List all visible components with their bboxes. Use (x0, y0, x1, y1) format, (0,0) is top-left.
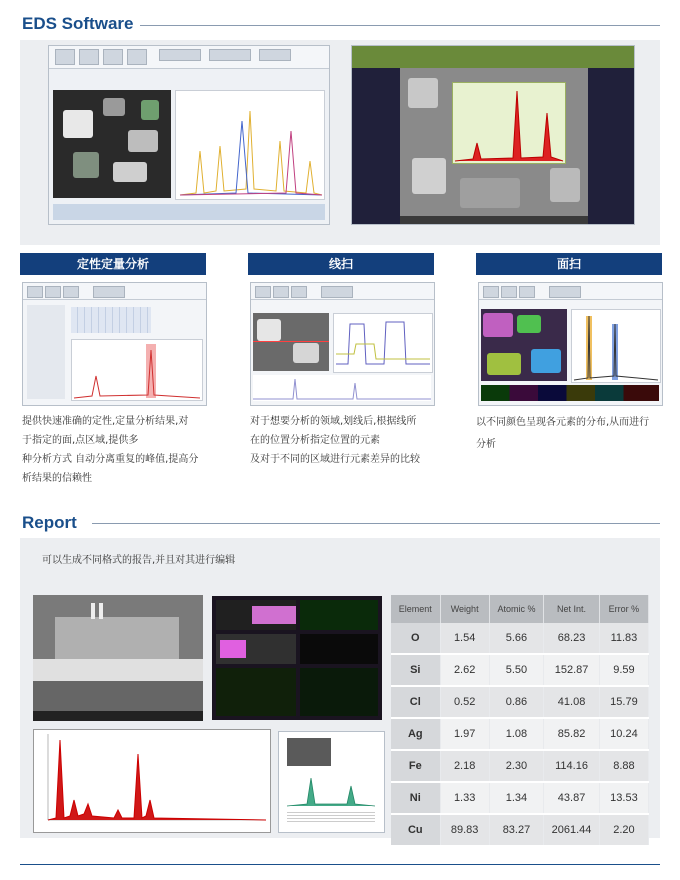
table-cell: 1.08 (489, 718, 544, 750)
spectrum-chart (175, 90, 325, 200)
element-cell: Cl (391, 686, 440, 718)
mapping-spectrum (571, 309, 661, 383)
quant-desc-line: 种分析方式 自动分离重复的峰值,提高分 (22, 454, 199, 465)
quant-desc-line: 于指定的面,点区域,提供多 (22, 435, 139, 446)
right-panel (588, 68, 634, 224)
feature-tag-linescan: 线扫 (248, 253, 434, 275)
table-row (391, 623, 649, 654)
table-cell: 85.82 (544, 718, 600, 750)
quant-description (22, 412, 198, 488)
report-spectrum (33, 729, 271, 833)
table-cell: 2.62 (440, 654, 489, 686)
table-row (391, 686, 649, 718)
table-cell: 10.24 (599, 718, 648, 750)
element-cell: Fe (391, 750, 440, 782)
report-title-rule (92, 523, 660, 524)
table-cell: 152.87 (544, 654, 600, 686)
eds-section-title: EDS Software (22, 14, 134, 33)
element-cell: Si (391, 654, 440, 686)
column-header: Net Int. (544, 595, 600, 623)
linescan-screenshot (250, 282, 435, 406)
table-cell: 89.83 (440, 814, 489, 846)
eds-title-rule (140, 25, 660, 26)
report-element-maps (212, 596, 382, 720)
left-panel (352, 68, 400, 224)
quant-results-table (391, 595, 649, 847)
table-cell: 43.87 (544, 782, 600, 814)
table-cell: 41.08 (544, 686, 600, 718)
mapping-description (476, 412, 649, 456)
mapping-screenshot (478, 282, 663, 406)
element-map-thumbnails (481, 385, 659, 401)
table-cell: 8.88 (599, 750, 648, 782)
table-cell: 11.83 (599, 623, 648, 654)
table-cell: 0.86 (489, 686, 544, 718)
table-cell: 2.20 (599, 814, 648, 846)
data-grid (53, 204, 325, 220)
table-cell: 114.16 (544, 750, 600, 782)
mapping-desc-line: 分析 (476, 439, 496, 450)
table-cell: 2.30 (489, 750, 544, 782)
linescan-desc-line: 对于想要分析的领域,划线后,根据线所 (250, 416, 417, 427)
quant-spectrum (71, 339, 203, 401)
mapping-color-image (481, 309, 567, 381)
column-header: Atomic % (489, 595, 544, 623)
quant-desc-line: 提供快速准确的定性,定量分析结果,对 (22, 416, 189, 427)
element-cell: Ni (391, 782, 440, 814)
feature-tag-mapping: 面扫 (476, 253, 662, 275)
bottom-rule (20, 864, 660, 865)
table-cell: 83.27 (489, 814, 544, 846)
report-subtitle: 可以生成不同格式的报告,并且对其进行编辑 (42, 555, 236, 566)
quant-analysis-screenshot (22, 282, 207, 406)
table-row (391, 654, 649, 686)
linescan-desc-line: 及对于不同的区域进行元素差异的比较 (250, 454, 420, 465)
column-header: Weight (440, 595, 489, 623)
report-document-thumbnail (278, 731, 385, 833)
table-cell: 1.34 (489, 782, 544, 814)
table-cell: 1.33 (440, 782, 489, 814)
column-header: Element (391, 595, 440, 623)
linescan-spectra-strip (253, 375, 431, 401)
linescan-profile (333, 313, 433, 373)
sem-image (53, 90, 171, 198)
table-cell: 2.18 (440, 750, 489, 782)
feature-tag-quant: 定性定量分析 (20, 253, 206, 275)
table-cell: 1.54 (440, 623, 489, 654)
element-cell: Ag (391, 718, 440, 750)
quant-desc-line: 析结果的信赖性 (22, 473, 92, 484)
table-row (391, 814, 649, 846)
table-cell: 9.59 (599, 654, 648, 686)
options-pane (27, 305, 65, 399)
linescan-sem-image (253, 313, 329, 371)
toolbar (49, 46, 329, 69)
eds-main-window-screenshot (48, 45, 330, 225)
linescan-description (250, 412, 420, 469)
live-toolbar (352, 46, 634, 68)
report-sem-image (33, 595, 203, 721)
table-cell: 68.23 (544, 623, 600, 654)
table-cell: 1.97 (440, 718, 489, 750)
table-row (391, 782, 649, 814)
table-cell: 5.66 (489, 623, 544, 654)
table-cell: 15.79 (599, 686, 648, 718)
eds-live-overlay-screenshot (351, 45, 635, 225)
element-cell: O (391, 623, 440, 654)
report-section-title: Report (22, 513, 77, 532)
table-cell: 2061.44 (544, 814, 600, 846)
linescan-desc-line: 在的位置分析指定位置的元素 (250, 435, 380, 446)
table-row (391, 718, 649, 750)
table-header-row (391, 595, 649, 623)
column-header: Error % (599, 595, 648, 623)
periodic-table (71, 307, 151, 333)
overlay-spectrum (452, 82, 566, 164)
table-cell: 13.53 (599, 782, 648, 814)
table-cell: 5.50 (489, 654, 544, 686)
table-row (391, 750, 649, 782)
table-cell: 0.52 (440, 686, 489, 718)
mapping-desc-line: 以不同颜色呈现各元素的分布,从而进行 (476, 417, 650, 428)
element-cell: Cu (391, 814, 440, 846)
